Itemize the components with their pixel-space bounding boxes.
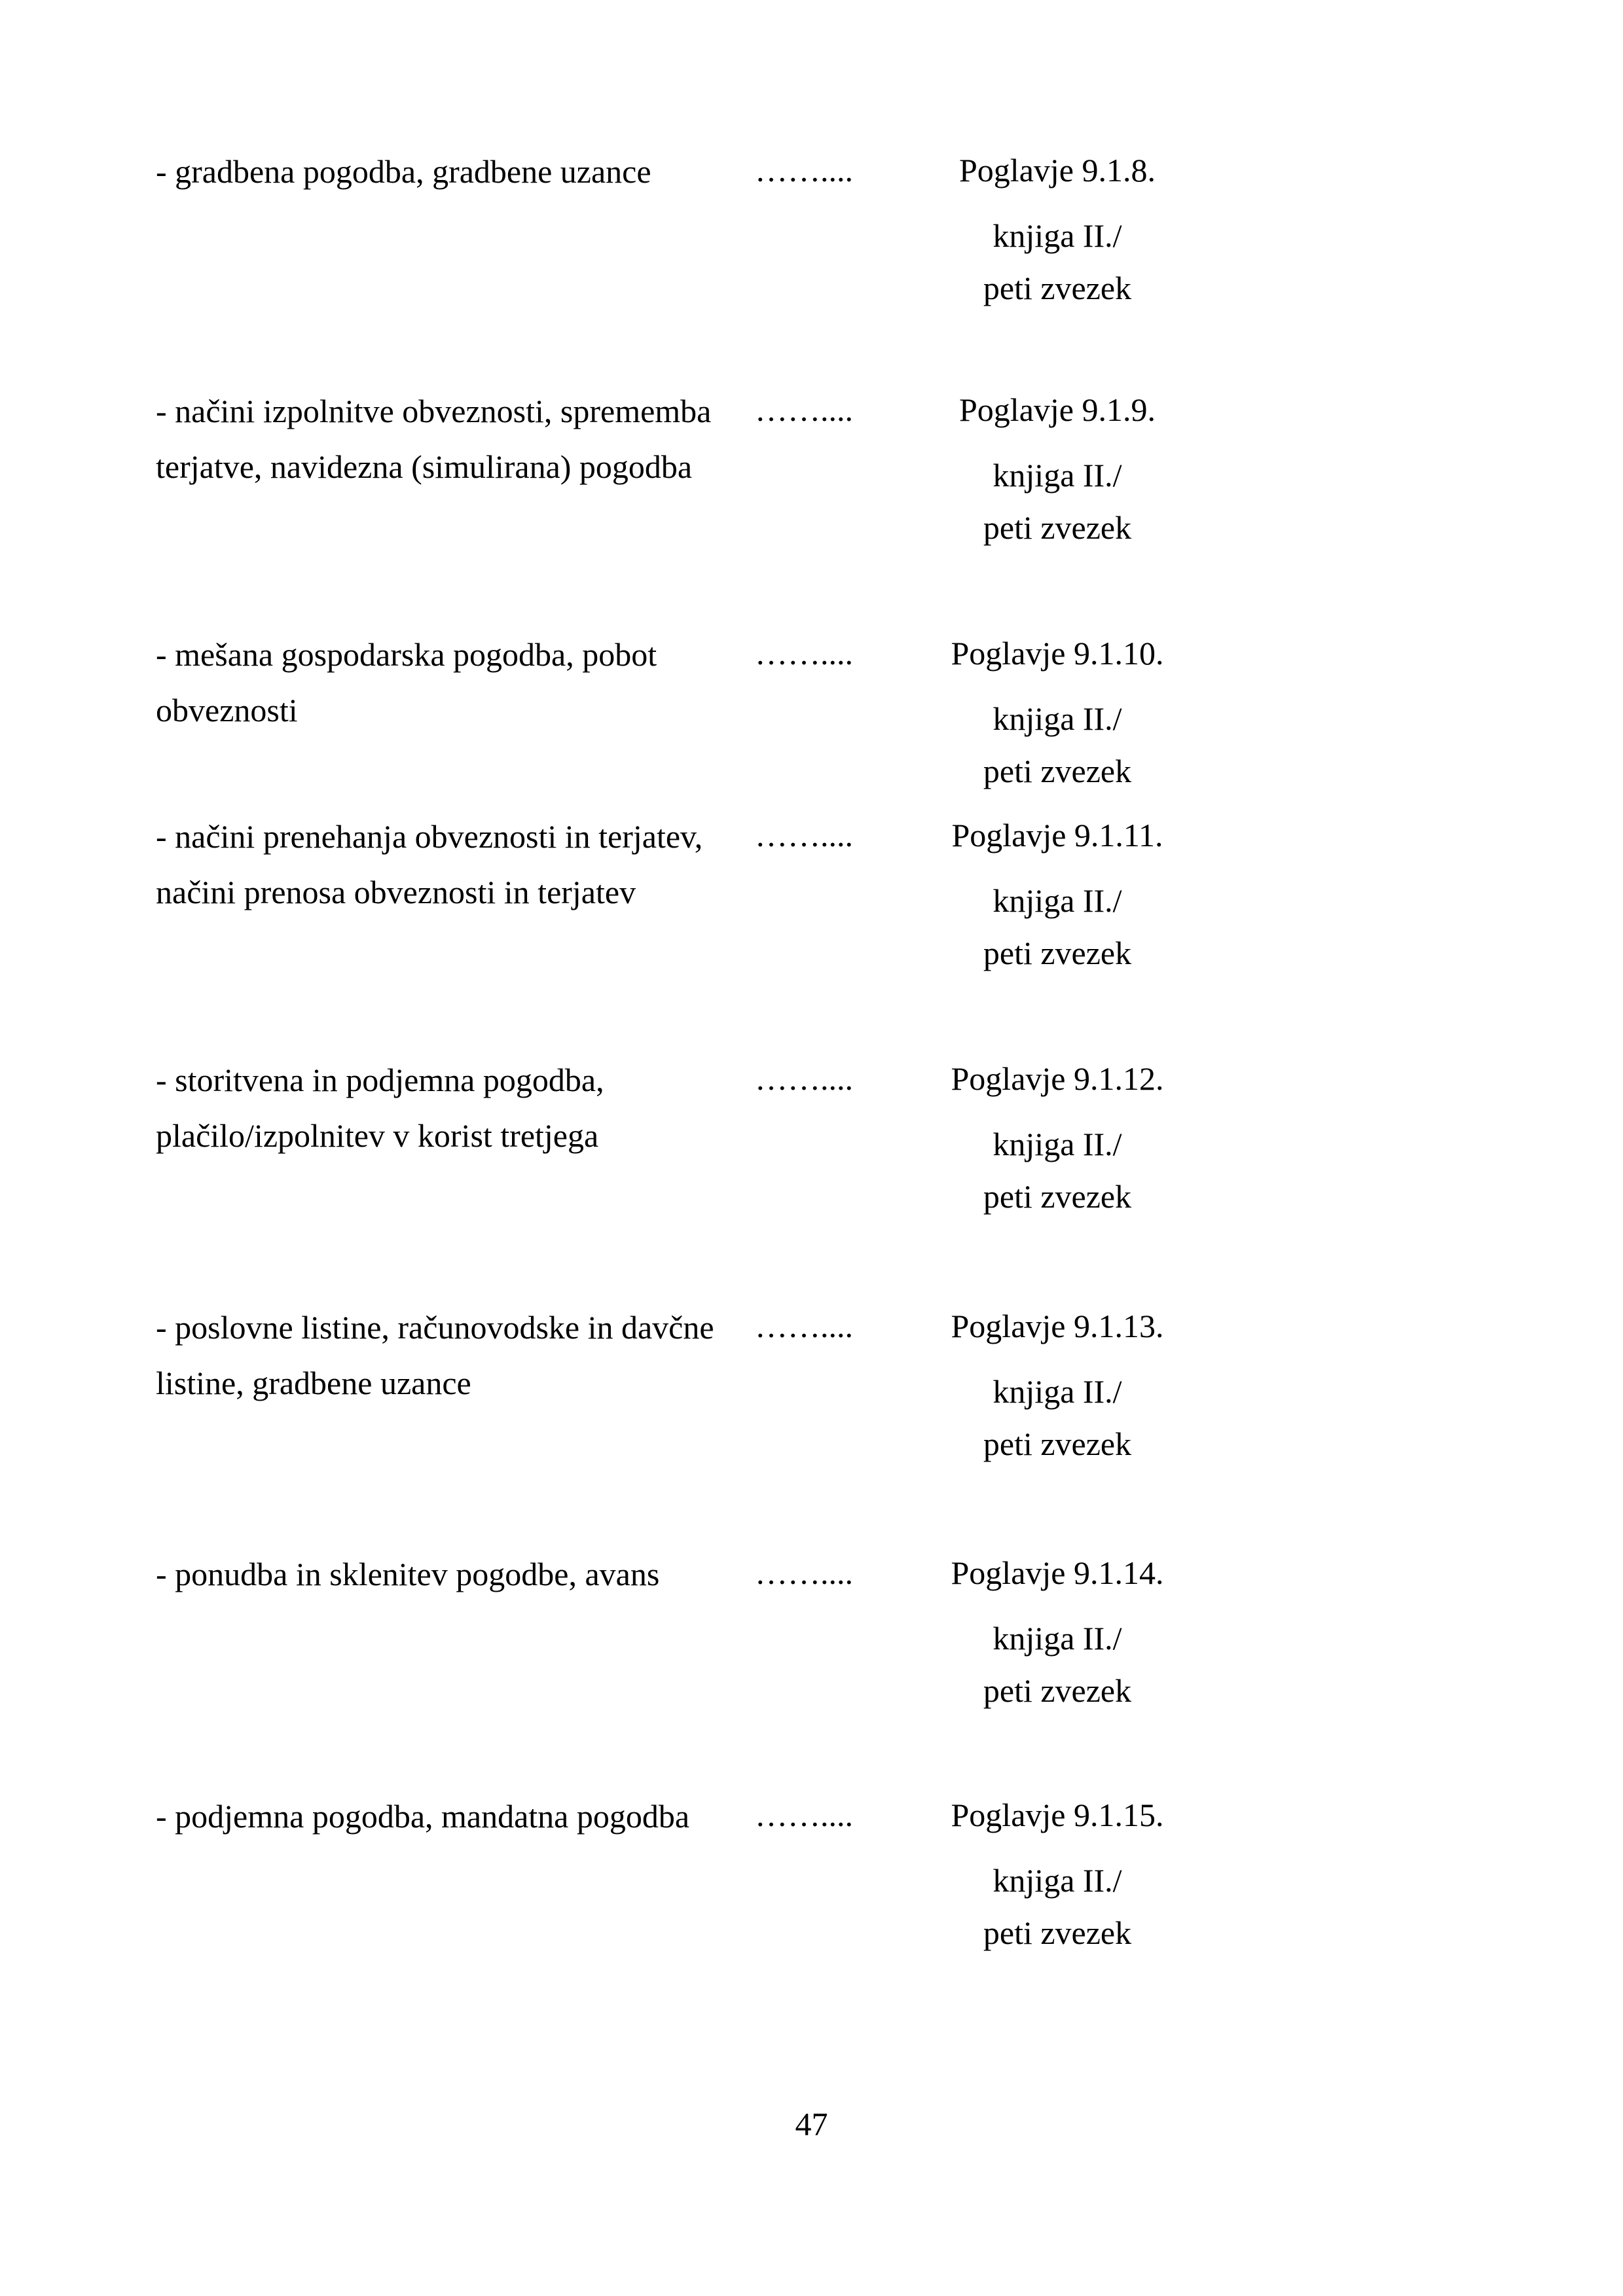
toc-entry-title: [156, 1052, 758, 1164]
volume-reference: peti zvezek: [983, 1426, 1132, 1462]
toc-entry-reference: [923, 627, 1192, 797]
dot-leader: ……....: [755, 817, 853, 853]
toc-entry-reference: [923, 1300, 1192, 1470]
chapter-reference: Poglavje 9.1.11.: [951, 817, 1163, 853]
chapter-reference: Poglavje 9.1.8.: [959, 152, 1156, 188]
volume-reference: peti zvezek: [983, 1178, 1132, 1215]
volume-reference: peti zvezek: [983, 1672, 1132, 1709]
toc-entry-line2: listine, gradbene uzance: [156, 1365, 471, 1401]
toc-entry-reference: [923, 384, 1192, 554]
book-reference: knjiga II./: [993, 1373, 1122, 1410]
toc-entry-line1: - gradbena pogodba, gradbene uzance: [156, 153, 651, 190]
toc-entry-title: [156, 809, 758, 920]
toc-entry-reference: [923, 144, 1192, 314]
dot-leader: ……....: [755, 391, 853, 428]
chapter-reference: Poglavje 9.1.12.: [951, 1060, 1164, 1097]
book-reference: knjiga II./: [993, 1126, 1122, 1162]
toc-entry-reference: [923, 1789, 1192, 1959]
chapter-reference: Poglavje 9.1.10.: [951, 635, 1164, 672]
book-reference: knjiga II./: [993, 882, 1122, 919]
volume-reference: peti zvezek: [983, 270, 1132, 306]
chapter-reference: Poglavje 9.1.13.: [951, 1308, 1164, 1344]
toc-entry-line2: obveznosti: [156, 692, 298, 728]
toc-entry-line1: - podjemna pogodba, mandatna pogodba: [156, 1798, 690, 1835]
dot-leader: ……....: [755, 1554, 853, 1591]
toc-entry-title: [156, 144, 758, 200]
book-reference: knjiga II./: [993, 1620, 1122, 1657]
toc-entry-line1: - načini izpolnitve obveznosti, sprememba: [156, 393, 712, 429]
dot-leader: ……....: [755, 1308, 853, 1344]
toc-entry-line1: - ponudba in sklenitev pogodbe, avans: [156, 1556, 660, 1592]
chapter-reference: Poglavje 9.1.9.: [959, 391, 1156, 428]
book-reference: knjiga II./: [993, 700, 1122, 737]
chapter-reference: Poglavje 9.1.14.: [951, 1554, 1164, 1591]
toc-entry-line1: - poslovne listine, računovodske in davčne: [156, 1309, 714, 1346]
book-reference: knjiga II./: [993, 217, 1122, 254]
volume-reference: peti zvezek: [983, 935, 1132, 971]
toc-entry-title: [156, 1300, 758, 1411]
dot-leader: ……....: [755, 152, 853, 188]
toc-entry-line1: - storitvena in podjemna pogodba,: [156, 1062, 604, 1098]
toc-entry-title: [156, 384, 758, 495]
book-reference: knjiga II./: [993, 457, 1122, 493]
toc-entry-reference: [923, 1547, 1192, 1717]
volume-reference: peti zvezek: [983, 509, 1132, 546]
chapter-reference: Poglavje 9.1.15.: [951, 1797, 1164, 1833]
dot-leader: ……....: [755, 1060, 853, 1097]
page-number: 47: [795, 2106, 828, 2142]
volume-reference: peti zvezek: [983, 1914, 1132, 1951]
toc-entry-line1: - mešana gospodarska pogodba, pobot: [156, 636, 657, 673]
toc-entry-reference: [923, 809, 1192, 979]
toc-entry-line2: terjatve, navidezna (simulirana) pogodba: [156, 448, 693, 485]
toc-entry-title: [156, 1789, 758, 1844]
toc-entry-line2: plačilo/izpolnitev v korist tretjega: [156, 1117, 599, 1154]
volume-reference: peti zvezek: [983, 753, 1132, 789]
book-reference: knjiga II./: [993, 1862, 1122, 1899]
dot-leader: ……....: [755, 1797, 853, 1833]
dot-leader: ……....: [755, 635, 853, 672]
toc-entry-line2: načini prenosa obveznosti in terjatev: [156, 874, 636, 910]
toc-entry-reference: [923, 1052, 1192, 1223]
toc-entry-title: [156, 627, 758, 738]
toc-entry-title: [156, 1547, 758, 1602]
toc-entry-line1: - načini prenehanja obveznosti in terjatev,: [156, 818, 703, 855]
